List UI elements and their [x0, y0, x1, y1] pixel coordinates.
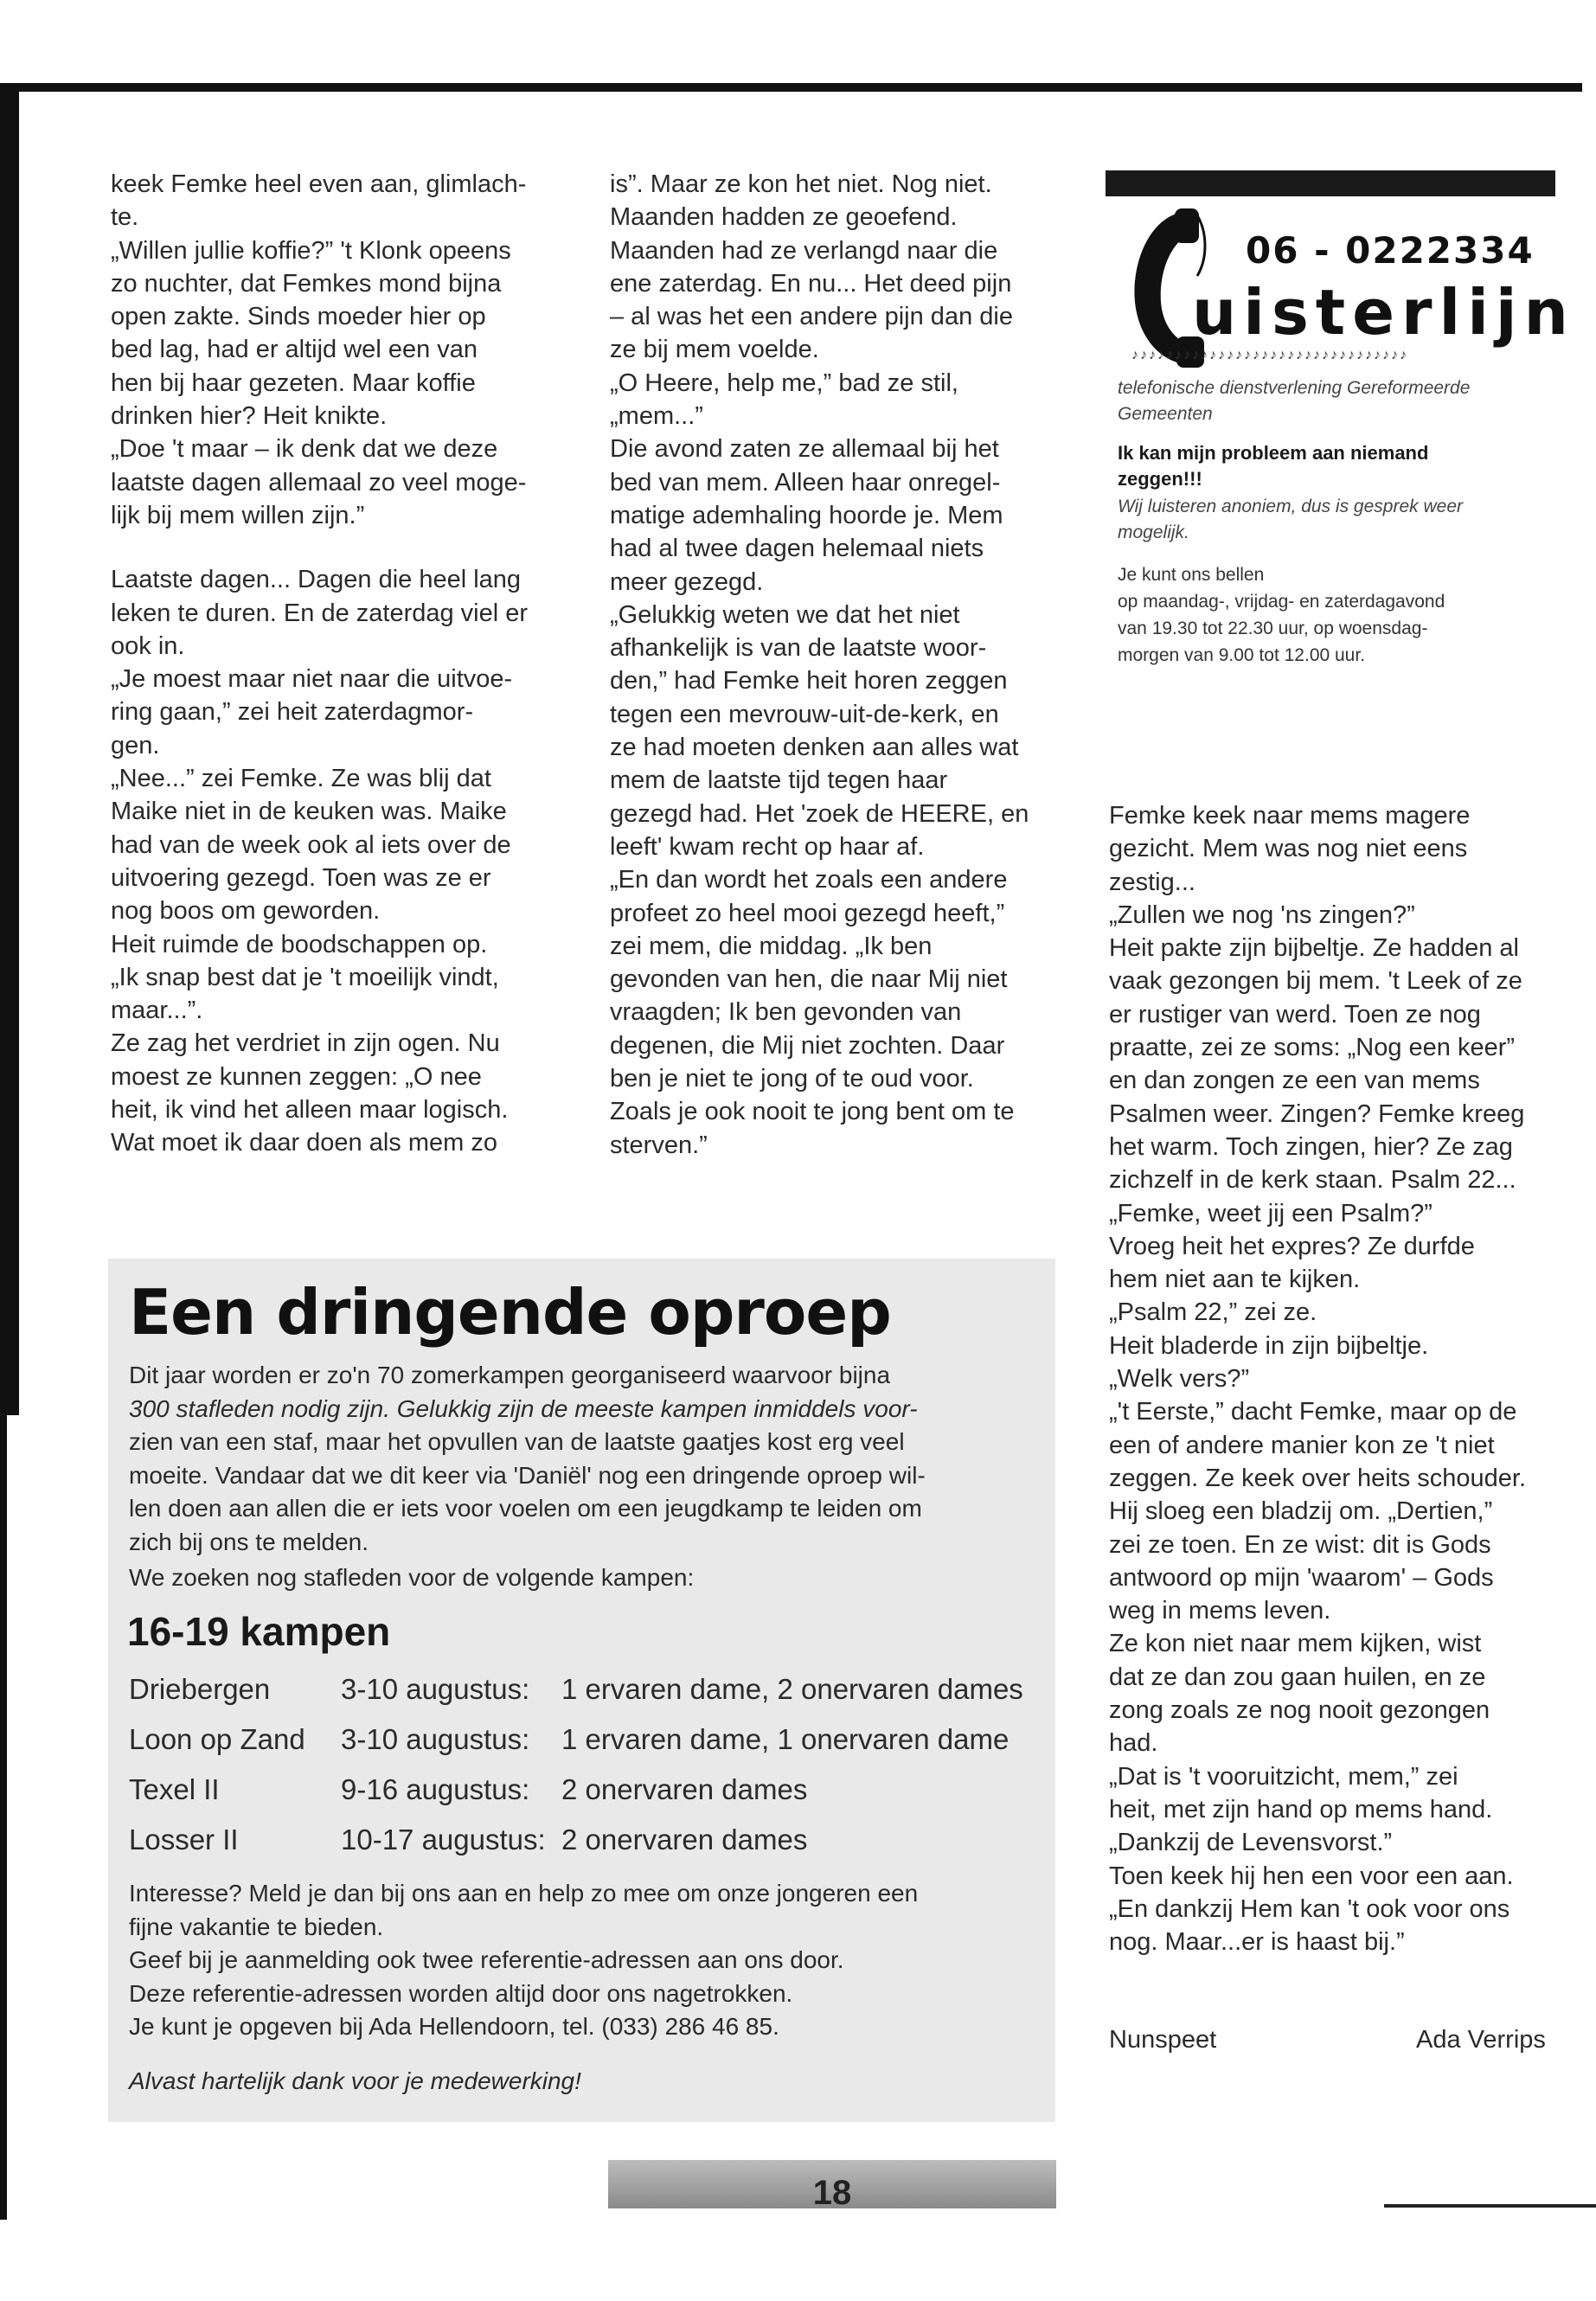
camp-dates: 10-17 augustus: [341, 1823, 546, 1856]
text-line: dat ze dan zou gaan huilen, en ze [1109, 1663, 1486, 1691]
text-line: „O Heere, help me,” bad ze stil, [610, 369, 958, 397]
ad-headline: Ik kan mijn probleem aan niemand zeggen!!! [1118, 442, 1429, 490]
text-line: Hij sloeg een bladzij om. „Dertien,” [1109, 1497, 1493, 1526]
ad-top-bar [1106, 170, 1555, 196]
ad-brand-name: uisterlijn [1192, 276, 1575, 349]
text-line: ook in. [111, 631, 185, 660]
text-line: Heit bladerde in zijn bijbeltje. [1109, 1331, 1429, 1360]
text-line: te. [111, 203, 139, 232]
urgent-call-box [108, 1259, 1055, 2122]
call-search-line: We zoeken nog stafleden voor de volgende kampen: [129, 1564, 695, 1591]
signature-place: Nunspeet [1109, 2026, 1217, 2054]
call-title: Een dringende oproep [129, 1276, 891, 1349]
text-line: Die avond zaten ze allemaal bij het [610, 435, 999, 464]
text-line: zei mem, die middag. „Ik ben [610, 932, 933, 960]
camp-list [129, 1664, 1046, 1865]
text-line: is”. Maar ze kon het niet. Nog niet. [610, 170, 992, 198]
text-line: „Je moest maar niet naar die uitvoe- [111, 665, 513, 694]
text-line: hem niet aan te kijken. [1109, 1266, 1361, 1294]
text-line: Ze zag het verdriet in zijn ogen. Nu [111, 1029, 500, 1058]
text-line: hen bij haar gezeten. Maar koffie [111, 369, 476, 397]
story-column-1 [111, 168, 561, 1160]
text-line: Laatste dagen... Dagen die heel lang [111, 566, 522, 594]
text-line: gevonden van hen, die naar Mij niet [610, 965, 1008, 994]
text-line: Vroeg heit het expres? Ze durfde [1109, 1232, 1475, 1260]
text-line: „Psalm 22,” zei ze. [1109, 1298, 1317, 1327]
text-line: ring gaan,” zei heit zaterdagmor- [111, 698, 474, 727]
text-line: heit, ik vind het alleen maar logisch. [111, 1096, 509, 1125]
scan-edge-top [0, 83, 1596, 92]
text-line: had van de week ook al iets over de [111, 830, 511, 859]
camp-row [129, 1815, 1046, 1865]
text-line: meer gezegd. [610, 567, 764, 596]
page-number: 18 [812, 2174, 852, 2212]
text-line: „Willen jullie koffie?” 't Klonk opeens [111, 236, 511, 265]
text-line: praatte, zei ze soms: „Nog een keer” [1109, 1034, 1516, 1062]
text-line: Maanden hadden ze geoefend. [610, 203, 958, 232]
text-line: sterven.” [610, 1131, 708, 1159]
text-line: „En dankzij Hem kan 't ook voor ons [1109, 1894, 1510, 1923]
text-line: weg in mems leven. [1109, 1597, 1331, 1625]
camp-need: 1 ervaren dame, 2 onervaren dames [561, 1673, 1023, 1705]
text-line: gen. [111, 731, 160, 760]
camp-need: 1 ervaren dame, 1 onervaren dame [561, 1723, 1010, 1755]
text-line: keek Femke heel even aan, glimlach- [111, 170, 527, 198]
camp-row [129, 1664, 1046, 1715]
text-line: – al was het een andere pijn dan die [610, 303, 1013, 331]
text-line: uitvoering gezegd. Toen was ze er [111, 863, 491, 892]
camp-dates: 9-16 augustus: [341, 1773, 530, 1805]
text-line: „Ik snap best dat je 't moeilijk vindt, [111, 963, 499, 991]
text-line: het warm. Toch zingen, hier? Ze zag [1109, 1132, 1513, 1161]
text-line: leeft' kwam recht op haar af. [610, 832, 925, 861]
text-line: Wat moet ik daar doen als mem zo [111, 1129, 497, 1157]
text-line: had. [1109, 1729, 1158, 1758]
luisterlijn-ad [1106, 170, 1575, 689]
call-intro: Dit jaar worden er zo'n 70 zomerkampen georganiseerd waarvoor bijna 300 stafleden nodig zijn. Gelukkig zijn de meeste kampen inmiddels voor- zien van een staf, maar het opvullen van de laatste gaatjes kost erg veel moeite. Vandaar dat we dit keer via 'Daniël' nog een dringende oproep wil- len doen aan allen die er iets voor voelen om een jeugdkamp te leiden om zich bij ons te melden. [129, 1362, 926, 1555]
ad-organization: telefonische dienstverlening Gereformeerde Gemeenten [1118, 378, 1471, 424]
text-line: Maanden had ze verlangd naar die [610, 236, 998, 265]
text-line: Toen keek hij hen een voor een aan. [1109, 1862, 1514, 1890]
text-line: matige ademhaling hoorde je. Mem [610, 501, 1003, 529]
scan-edge-left-lower [0, 1415, 7, 2220]
text-line: profeet zo heel mooi gezegd heeft,” [610, 899, 1005, 927]
text-line: Heit ruimde de boodschappen op. [111, 930, 488, 958]
text-line: leken te duren. En de zaterdag viel er [111, 599, 529, 627]
text-line: ze had moeten denken aan alles wat [610, 734, 1019, 762]
text-line: „Nee...” zei Femke. Ze was blij dat [111, 765, 491, 793]
text-line: Femke keek naar mems magere [1109, 802, 1471, 830]
text-line: drinken hier? Heit knikte. [111, 402, 388, 431]
call-thanks: Alvast hartelijk dank voor je medewerking! [129, 2067, 581, 2094]
text-line: open zakte. Sinds moeder hier op [111, 303, 486, 331]
camp-place: Loon op Zand [129, 1723, 305, 1755]
text-line: zestig... [1109, 868, 1195, 896]
text-line: gezegd had. Het 'zoek de HEERE, en [610, 799, 1029, 828]
camp-place: Texel II [129, 1773, 220, 1805]
text-line: Psalmen weer. Zingen? Femke kreeg [1109, 1099, 1525, 1128]
text-line: zei ze toen. En ze wist: dit is Gods [1109, 1530, 1491, 1559]
text-line: moest ze kunnen zeggen: „O nee [111, 1062, 482, 1091]
page-number-bar [608, 2160, 1056, 2212]
text-line: „Dankzij de Levensvorst.” [1109, 1829, 1393, 1857]
text-line: bed van mem. Alleen haar onregel- [610, 468, 1001, 497]
text-line: bed lag, had er altijd wel een van [111, 336, 478, 364]
text-line: lijk bij mem willen zijn.” [111, 501, 365, 529]
text-line: „mem...” [610, 402, 703, 431]
camp-dates: 3-10 augustus: [341, 1673, 530, 1705]
signature-author: Ada Verrips [1416, 2026, 1546, 2054]
text-line: laatste dagen allemaal zo veel moge- [111, 468, 527, 497]
text-line: „Dat is 't vooruitzicht, mem,” zei [1109, 1762, 1458, 1791]
text-line: gezicht. Mem was nog niet eens [1109, 835, 1468, 863]
camp-need: 2 onervaren dames [561, 1773, 808, 1805]
ad-phone-number: 06 - 0222334 [1246, 229, 1535, 272]
text-line: „Femke, weet jij een Psalm?” [1109, 1199, 1433, 1227]
text-line: ben je niet te jong of te oud voor. [610, 1065, 974, 1093]
text-line: vaak gezongen bij mem. 't Leek of ze [1109, 967, 1522, 996]
ad-subtext: Wij luisteren anoniem, dus is gesprek weer mogelijk. [1118, 497, 1463, 542]
text-line: zong zoals ze nog nooit gezongen [1109, 1696, 1490, 1725]
text-line: Heit pakte zijn bijbeltje. Ze hadden al [1109, 934, 1519, 963]
ad-opening-hours: Je kunt ons bellen op maandag-, vrijdag- en zaterdagavond van 19.30 tot 22.30 uur, op woensdag- morgen van 9.00 tot 12.00 uur. [1118, 565, 1445, 665]
story-column-2 [610, 168, 1060, 1162]
text-line: „Welk vers?” [1109, 1365, 1250, 1394]
text-line: zeggen. Ze keek over heits schouder. [1109, 1464, 1527, 1492]
text-line: heit, met zijn hand op mems hand. [1109, 1795, 1493, 1823]
scan-edge-right [1582, 83, 1596, 2298]
text-line: „Zullen we nog 'ns zingen?” [1109, 901, 1415, 929]
text-line: nog. Maar...er is haast bij.” [1109, 1928, 1405, 1957]
text-line: vraagden; Ik ben gevonden van [610, 998, 962, 1027]
text-line: en dan zongen ze een van mems [1109, 1067, 1480, 1095]
camp-dates: 3-10 augustus: [341, 1723, 530, 1755]
text-line: mem de laatste tijd tegen haar [610, 766, 948, 795]
camp-need: 2 onervaren dames [561, 1823, 808, 1856]
text-line: zo nuchter, dat Femkes mond bijna [111, 269, 502, 298]
text-line: ze bij mem voelde. [610, 336, 819, 364]
text-line: ene zaterdag. En nu... Het deed pijn [610, 269, 1012, 298]
scan-edge-left [0, 83, 19, 1415]
text-line: nog boos om geworden. [111, 897, 381, 926]
text-line: „Gelukkig weten we dat het niet [610, 600, 960, 629]
text-line: antwoord op mijn 'waarom' – Gods [1109, 1563, 1494, 1592]
text-line: tegen een mevrouw-uit-de-kerk, en [610, 700, 999, 728]
camp-place: Driebergen [129, 1673, 271, 1705]
text-line: degenen, die Mij niet zochten. Daar [610, 1031, 1005, 1060]
music-notes-decoration: ♪♪♪♪♪♪♪♪♪♪♪♪♪♪♪♪♪♪♪♪♪♪♪♪♪♪♪♪♪♪♪♪ [1131, 348, 1408, 362]
text-line: „'t Eerste,” dacht Femke, maar op de [1109, 1398, 1517, 1426]
text-line: er rustiger van werd. Toen ze nog [1109, 1000, 1481, 1029]
story-column-3 [1109, 799, 1563, 1958]
text-line: „En dan wordt het zoals een andere [610, 866, 1008, 894]
call-closing: Interesse? Meld je dan bij ons aan en help zo mee om onze jongeren een fijne vakantie te bieden. Geef bij je aanmelding ook twee referentie-adressen aan ons door. Deze referentie-adressen worden altijd door ons nagetrokken. Je kunt je opgeven bij Ada Hellendoorn, tel. (033) 286 46 85. [129, 1880, 919, 2040]
camp-row [129, 1765, 1046, 1815]
text-line: Ze kon niet naar mem kijken, wist [1109, 1630, 1482, 1658]
camp-group-title: 16-19 kampen [127, 1609, 391, 1654]
text-line [111, 532, 561, 563]
text-line: een of andere manier kon ze 't niet [1109, 1431, 1495, 1459]
text-line: Maike niet in de keuken was. Maike [111, 798, 507, 826]
text-line: had al twee dagen helemaal niets [610, 535, 984, 563]
text-line: „Doe 't maar – ik denk dat we deze [111, 435, 498, 464]
text-line: Zoals je ook nooit te jong bent om te [610, 1098, 1015, 1126]
scan-edge-bottom [1384, 2204, 1596, 2208]
camp-place: Losser II [129, 1823, 239, 1856]
camp-row [129, 1715, 1046, 1765]
text-line: maar...”. [111, 997, 203, 1025]
text-line: zichzelf in de kerk staan. Psalm 22... [1109, 1166, 1516, 1195]
text-line: afhankelijk is van de laatste woor- [610, 634, 987, 663]
text-line: den,” had Femke heit horen zeggen [610, 667, 1008, 695]
